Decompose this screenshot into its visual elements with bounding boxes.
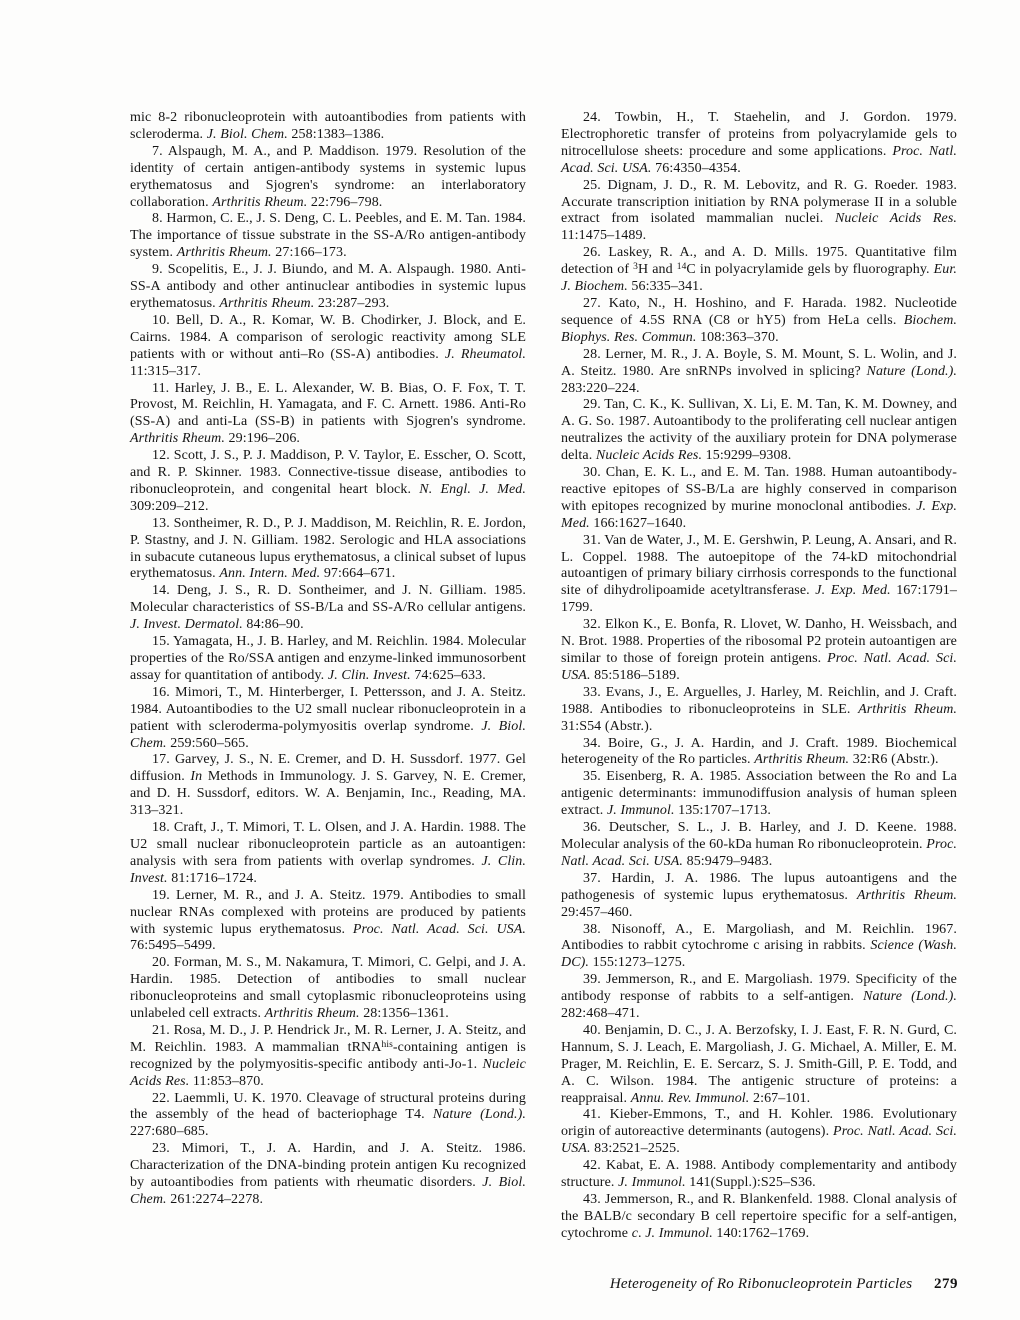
reference-text: 18. Craft, J., T. Mimori, T. L. Olsen, and J. A. Hardin. 1988. The U2 small nuclear ribonucleoprotein particle as an autoantigen: analysis with sera from patients with overlap syndromes.: [130, 820, 526, 869]
reference-text: 41. Kieber-Emmons, T., and H. Kohler. 1986. Evolutionary origin of autoreactive determinants (autogens).: [561, 1107, 957, 1140]
reference-text: 22. Laemmli, U. K. 1970. Cleavage of structural proteins during the assembly of the head of bacteriophage T4.: [130, 1090, 526, 1123]
reference-text: C in polyacrylamide gels by fluorography.: [686, 262, 934, 278]
reference-text: 32. Elkon K., E. Bonfa, R. Llovet, W. Danho, H. Weissbach, and N. Brot. 1988. Properties of the ribosomal P2 protein autoantigen are similar to those of foreign protein antigens.: [561, 617, 957, 666]
reference-italic-text: Proc. Natl. Acad. Sci. USA.: [561, 1124, 957, 1157]
reference-text: 85:5186–5189.: [590, 667, 680, 683]
reference-italic-text: J. Exp. Med.: [815, 583, 891, 599]
reference-text: 8. Harmon, C. E., J. S. Deng, C. L. Peebles, and E. M. Tan. 1984. The importance of tissue substrate in the SS-A/Ro antigen-antibody system.: [130, 211, 526, 261]
reference: [561, 1107, 957, 1158]
reference-text: 166:1627–1640.: [589, 515, 687, 531]
reference-text: 76:5495–5499.: [130, 938, 216, 954]
reference-text: 27. Kato, N., H. Hoshino, and F. Harada. 1982. Nucleotide sequence of 4.5S RNA (C8 or hY5) from HeLa cells.: [561, 295, 957, 328]
reference-text: 17. Garvey, J. S., N. E. Cremer, and D. H. Sussdorf. 1977. Gel diffusion.: [130, 752, 526, 785]
reference: [561, 685, 957, 736]
reference: [561, 397, 957, 465]
reference-italic-text: J. Invest. Dermatol.: [130, 617, 243, 633]
reference: [561, 347, 957, 398]
reference: [561, 533, 957, 618]
reference-text: .: [638, 1225, 646, 1241]
reference-text: 76:4350–4354.: [651, 160, 741, 176]
reference-superscript: 3: [633, 262, 638, 273]
reference-text: 11:1475–1489.: [561, 228, 647, 244]
reference: [561, 1023, 957, 1108]
reference-text: 15:9299–9308.: [702, 448, 792, 464]
reference-text: 13. Sontheimer, R. D., P. J. Maddison, M. Reichlin, R. E. Jordon, P. Stastny, and J. N. Gilliam. 1982. Serologic and HLA associations in subacute cutaneous lupus erythematosus, a clinical subset of lupus erythematosus.: [130, 515, 526, 582]
reference-text: 22:796–798.: [307, 194, 383, 210]
reference: [130, 685, 526, 753]
reference-italic-text: Eur. J. Biochem.: [561, 262, 957, 295]
reference-text: H and: [637, 262, 677, 278]
reference-text: 167:1791–1799.: [561, 583, 957, 616]
reference-text: 11:853–870.: [189, 1073, 264, 1089]
reference-italic-text: Arthritis Rheum.: [130, 431, 225, 447]
reference: [130, 583, 526, 634]
reference: [130, 955, 526, 1023]
reference-text: 24. Towbin, H., T. Staehelin, and J. Gordon. 1979. Electrophoretic transfer of proteins from polyacrylamide gels to nitrocellulose sheets: procedure and some applications.: [561, 110, 957, 159]
reference-text: 40. Benjamin, D. C., J. A. Berzofsky, I. J. East, F. R. N. Gurd, C. Hannum, S. J. Leach, E. Margoliash, J. G. Michael, A. Miller, E. M. Prager, M. Reichlin, E. E. Sercarz, S. J. Smith-Gill, P. E. Todd, and A. C. Wilson. 1984. The antigenic structure of proteins: a reappraisal.: [561, 1022, 957, 1106]
page-footer: [610, 1276, 958, 1293]
reference-italic-text: c: [631, 1225, 639, 1241]
reference-italic-text: Arthritis Rheum.: [176, 245, 272, 261]
reference-text: 11. Harley, J. B., E. L. Alexander, W. B. Bias, O. F. Fox, T. T. Provost, M. Reichlin, H. Yamagata, and F. C. Arnett. 1986. Anti-Ro (SS-A) and anti-La (SS-B) in patients with Sjogren's syndrome.: [130, 380, 526, 430]
reference-italic-text: Arthritis Rheum.: [858, 701, 958, 717]
reference: [130, 262, 526, 313]
reference-text: 85:9479–9483.: [683, 853, 773, 869]
reference-text: Methods in Immunology. J. S. Garvey, N. E. Cremer, and D. H. Sussdorf, editors. W. A. Benjamin, Inc., Reading, MA. 313–321.: [130, 769, 526, 819]
reference-italic-text: J. Biol. Chem.: [206, 126, 288, 142]
reference-text: 28. Lerner, M. R., J. A. Boyle, S. M. Mount, S. L. Wolin, and J. A. Steitz. 1980. Are snRNPs involved in splicing?: [561, 346, 957, 379]
reference-text: 39. Jemmerson, R., and E. Margoliash. 1979. Specificity of the antibody response of rabbits to a self-antigen.: [561, 972, 957, 1005]
reference-text: 2:67–101.: [749, 1090, 811, 1106]
reference: [561, 110, 957, 178]
reference-text: 26. Laskey, R. A., and A. D. Mills. 1975. Quantitative film detection of: [561, 245, 957, 278]
page-number: 279: [934, 1276, 958, 1292]
reference-text: 9. Scopelitis, E., J. J. Biundo, and M. A. Alspaugh. 1980. Anti-SS-A antibody and other antinuclear antibodies in systemic lupus erythematosus.: [130, 262, 526, 311]
reference-text: 33. Evans, J., E. Arguelles, J. Harley, M. Reichlin, and J. Craft. 1988. Antibodies to ribonucleoproteins in SLE.: [561, 684, 957, 717]
reference: [130, 110, 526, 144]
reference: [561, 820, 957, 871]
reference-italic-text: Biochem. Biophys. Res. Commun.: [561, 312, 957, 345]
reference: [561, 1192, 957, 1243]
reference: [561, 871, 957, 922]
reference: [561, 296, 957, 347]
reference-text: 37. Hardin, J. A. 1986. The lupus autoantigens and the pathogenesis of systemic lupus erythematosus.: [561, 870, 957, 903]
reference-italic-text: Arthritis Rheum.: [856, 887, 958, 903]
reference-text: 38. Nisonoff, A., E. Margoliash, and M. Reichlin. 1967. Antibodies to rabbit cytochrome c arising in rabbits.: [561, 921, 957, 954]
reference-text: 227:680–685.: [130, 1124, 209, 1140]
reference-italic-text: Proc. Natl. Acad. Sci. USA.: [561, 143, 957, 176]
reference-text: mic 8-2 ribonucleoprotein with autoantibodies from patients with scleroderma.: [130, 110, 526, 142]
reference-text: 29:457–460.: [561, 904, 633, 920]
reference: [561, 617, 957, 685]
reference-text: 29. Tan, C. K., K. Sullivan, X. Li, E. M. Tan, K. M. Downey, and A. G. So. 1987. Autoantibody to the proliferating cell nuclear antigen neutralizes the activity of the auxiliary protein for DNA polymerase delta.: [561, 397, 957, 464]
reference-italic-text: Nature (Lond.).: [866, 363, 958, 379]
reference-text: 30. Chan, E. K. L., and E. M. Tan. 1988. Human autoantibody-reactive epitopes of SS-B/La are highly conserved in comparison with epitopes recognized by murine monoclonal antibodies.: [561, 465, 957, 514]
reference-text: 140:1762–1769.: [712, 1225, 810, 1241]
reference-text: 11:315–317.: [130, 363, 201, 379]
reference-text: 25. Dignam, J. D., R. M. Lebovitz, and R. G. Roeder. 1983. Accurate transcription initiation by RNA polymerase II in a soluble extract from isolated mammalian nuclei.: [561, 177, 957, 227]
reference-text: 259:560–565.: [166, 735, 249, 751]
reference-text: 19. Lerner, M. R., and J. A. Steitz. 1979. Antibodies to small nuclear RNAs complexed with proteins are produced by patients with systemic lupus erythematosus.: [130, 887, 526, 937]
reference: [561, 769, 957, 820]
reference-italic-text: J. Biol. Chem.: [130, 1175, 526, 1207]
reference-text: 12. Scott, J. S., P. J. Maddison, P. V. Taylor, E. Esscher, O. Scott, and R. P. Skinner. 1983. Connective-tissue disease, antibodies to ribonucleoprotein, and congenital heart block.: [130, 448, 526, 497]
reference-text: 36. Deutscher, S. L., J. B. Harley, and J. D. Keene. 1988. Molecular analysis of the 60-kDa human Ro ribonucleoprotein.: [561, 820, 957, 852]
reference: [130, 516, 526, 584]
reference: [561, 922, 957, 973]
reference-italic-text: J. Rheumatol.: [444, 346, 527, 362]
reference-text: 20. Forman, M. S., M. Nakamura, T. Mimori, C. Gelpi, and J. A. Hardin. 1985. Detection of antibodies to small nuclear ribonucleoproteins and small cytoplasmic ribonucleoproteins using unlabeled cell extracts.: [130, 955, 526, 1022]
reference-text: 155:1273–1275.: [589, 955, 686, 971]
reference-italic-text: N. Engl. J. Med.: [419, 481, 526, 497]
reference-text: 35. Eisenberg, R. A. 1985. Association between the Ro and La antigenic determinants: immunodiffusion analysis of human spleen extract.: [561, 769, 957, 819]
reference-italic-text: Ann. Intern. Med.: [219, 566, 321, 582]
reference-text: 141(Suppl.):S25–S36.: [685, 1175, 816, 1191]
reference-text: 31:S54 (Abstr.).: [561, 718, 653, 734]
reference-text: 135:1707–1713.: [674, 803, 771, 819]
reference-italic-text: Nucleic Acids Res.: [834, 211, 958, 227]
reference-text: 29:196–206.: [224, 431, 301, 447]
reference-text: 83:2521–2525.: [590, 1141, 680, 1157]
reference-text: 283:220–224.: [561, 380, 640, 396]
reference-text: 84:86–90.: [242, 617, 304, 633]
reference-text: 309:209–212.: [130, 498, 209, 514]
reference-text: 27:166–173.: [271, 245, 347, 261]
reference-text: 261:2274–2278.: [166, 1192, 264, 1207]
reference-text: 282:468–471.: [561, 1006, 640, 1022]
references-column-left: [130, 110, 526, 1243]
reference-italic-text: Nature (Lond.).: [432, 1107, 526, 1123]
reference-text: 7. Alspaugh, M. A., and P. Maddison. 1979. Resolution of the identity of certain antigen-antibody systems in systemic lupus erythematosus and Sjogren's syndrome: an interlaboratory collaboration.: [130, 143, 526, 210]
running-title: Heterogeneity of Ro Ribonucleoprotein Particles: [609, 1276, 913, 1292]
reference: [130, 752, 526, 820]
reference-text: 34. Boire, G., J. A. Hardin, and J. Craft. 1989. Biochemical heterogeneity of the Ro particles.: [561, 735, 957, 768]
reference-italic-text: J. Biol. Chem.: [130, 718, 526, 751]
reference-text: 31. Van de Water, J., M. E. Gershwin, P. Leung, A. Ansari, and R. L. Coppel. 1988. The autoepitope of the 74-kD mitochondrial autoantigen of primary biliary cirrhosis corresponds to the functional site of dihydrolipoamide acetyltransferase.: [561, 532, 957, 599]
reference: [130, 1141, 526, 1209]
reference: [561, 178, 957, 246]
reference: [561, 245, 957, 296]
reference-text: 97:664–671.: [320, 566, 396, 582]
reference-italic-text: J. Immunol.: [606, 803, 675, 819]
reference: [130, 381, 526, 449]
reference: [130, 448, 526, 516]
reference: [130, 313, 526, 381]
reference-text: 14. Deng, J. S., R. D. Sontheimer, and J. N. Gilliam. 1985. Molecular characteristics of SS-B/La and SS-A/Ro cellular antigens.: [130, 583, 526, 616]
reference-text: -containing antigen is recognized by the polymyositis-specific antibody anti-Jo-1.: [130, 1039, 526, 1072]
reference-italic-text: Annu. Rev. Immunol.: [630, 1090, 750, 1106]
reference-italic-text: Arthritis Rheum.: [754, 752, 850, 768]
reference-italic-text: J. Clin. Invest.: [327, 667, 411, 683]
reference-italic-text: Proc. Natl. Acad. Sci. USA.: [561, 651, 957, 683]
reference-italic-text: Proc. Natl. Acad. Sci. USA.: [561, 836, 957, 869]
reference: [130, 1023, 526, 1091]
reference-italic-text: Science (Wash. DC).: [561, 938, 958, 971]
reference-text: 15. Yamagata, H., J. B. Harley, and M. Reichlin. 1984. Molecular properties of the Ro/SSA antigen and enzyme-linked immunosorbent assay for quantitation of antibody.: [130, 634, 526, 683]
reference-text: 21. Rosa, M. D., J. P. Hendrick Jr., M. R. Lerner, J. A. Steitz, and M. Reichlin. 1983. A mammalian tRNA: [130, 1022, 526, 1055]
reference: [130, 888, 526, 956]
reference: [561, 972, 957, 1023]
reference: [130, 634, 526, 685]
reference: [130, 820, 526, 888]
reference-italic-text: Nucleic Acids Res.: [595, 448, 703, 464]
reference-text: 23. Mimori, T., J. A. Hardin, and J. A. Steitz. 1986. Characterization of the DNA-binding protein antigen Ku recognized by autoantibodies from patients with rheumatic disorders.: [130, 1141, 526, 1191]
reference-italic-text: J. Clin. Invest.: [130, 853, 526, 886]
reference: [561, 465, 957, 533]
reference-text: 108:363–370.: [696, 329, 779, 345]
reference: [130, 144, 526, 212]
reference-italic-text: Nucleic Acids Res.: [130, 1056, 526, 1089]
reference-italic-text: Arthritis Rheum.: [212, 194, 308, 210]
reference-italic-text: J. Exp. Med.: [561, 498, 957, 531]
reference-italic-text: Arthritis Rheum.: [219, 295, 315, 311]
reference-text: 42. Kabat, E. A. 1988. Antibody complementarity and antibody structure.: [561, 1158, 957, 1191]
reference-italic-text: Nature (Lond.).: [863, 989, 957, 1005]
reference-italic-text: J. Immunol.: [618, 1175, 686, 1191]
reference: [561, 1158, 957, 1192]
reference-text: 56:335–341.: [627, 279, 703, 295]
reference: [130, 211, 526, 262]
reference-italic-text: Arthritis Rheum.: [264, 1006, 360, 1022]
reference-text: 28:1356–1361.: [359, 1006, 449, 1022]
reference-italic-text: Proc. Natl. Acad. Sci. USA.: [352, 921, 527, 937]
reference-text: 74:625–633.: [410, 667, 486, 683]
reference-superscript: his: [381, 1039, 393, 1050]
reference: [561, 736, 957, 770]
reference-italic-text: J. Immunol.: [645, 1225, 713, 1241]
reference-text: 16. Mimori, T., M. Hinterberger, I. Pettersson, and J. A. Steitz. 1984. Autoantibodies to the U2 small nuclear ribonucleoprotein in a patient with scleroderma-polymyositis overlap syndrome.: [130, 684, 526, 734]
reference-text: 10. Bell, D. A., R. Komar, W. B. Chodirker, J. Block, and E. Cairns. 1984. A comparison of serologic reactivity among SLE patients with or without anti–Ro (SS-A) antibodies.: [130, 312, 526, 362]
reference-text: 81:1716–1724.: [167, 870, 257, 886]
reference-superscript: 14: [676, 262, 687, 273]
references-column-right: [561, 110, 957, 1243]
references-section: [130, 110, 958, 1243]
reference-italic-text: In: [190, 769, 203, 785]
reference-text: 43. Jemmerson, R., and R. Blankenfeld. 1988. Clonal analysis of the BALB/c secondary B cell repertoire specific for a self-antigen, cytochrome: [561, 1192, 957, 1241]
reference-text: 258:1383–1386.: [287, 126, 385, 142]
reference-text: 32:R6 (Abstr.).: [849, 752, 939, 768]
reference-text: 23:287–293.: [314, 295, 390, 311]
reference: [130, 1091, 526, 1142]
